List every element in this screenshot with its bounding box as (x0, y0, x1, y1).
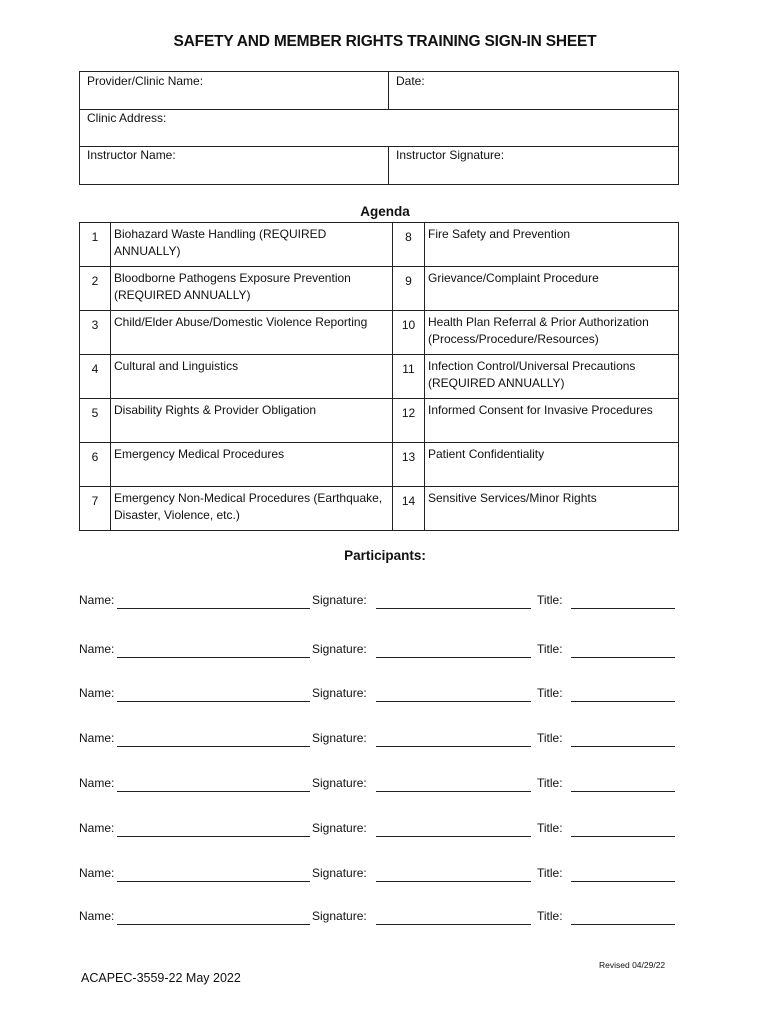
participant-title-label: Title: (537, 731, 563, 745)
participant-title-line[interactable] (571, 836, 675, 837)
participant-name-line[interactable] (117, 924, 310, 925)
participant-title-line[interactable] (571, 608, 675, 609)
agenda-row (80, 399, 679, 443)
participant-name-label: Name: (79, 909, 115, 923)
agenda-item-topic: Sensitive Services/Minor Rights (425, 487, 679, 531)
agenda-item-number: 6 (80, 443, 111, 487)
agenda-item-topic: Biohazard Waste Handling (REQUIRED ANNUALLY) (111, 223, 393, 267)
participant-title-label: Title: (537, 593, 563, 607)
participant-row (79, 593, 679, 613)
participant-name-label: Name: (79, 776, 115, 790)
participant-signature-label: Signature: (312, 866, 367, 880)
participant-row (79, 821, 679, 841)
agenda-row (80, 267, 679, 311)
agenda-item-number: 3 (80, 311, 111, 355)
agenda-item-topic: Child/Elder Abuse/Domestic Violence Reporting (111, 311, 393, 355)
instructor-name-field[interactable] (80, 146, 389, 184)
participant-signature-label: Signature: (312, 642, 367, 656)
agenda-item-number: 2 (80, 267, 111, 311)
form-code: ACAPEC-3559-22 May 2022 (81, 971, 241, 985)
participant-signature-line[interactable] (376, 924, 531, 925)
agenda-item-topic: Infection Control/Universal Precautions (REQUIRED ANNUALLY) (425, 355, 679, 399)
agenda-table (79, 222, 679, 531)
agenda-row (80, 311, 679, 355)
participant-name-label: Name: (79, 731, 115, 745)
agenda-item-topic: Bloodborne Pathogens Exposure Prevention (REQUIRED ANNUALLY) (111, 267, 393, 311)
info-row-instructor (80, 146, 678, 184)
clinic-address-field[interactable] (80, 109, 678, 146)
instructor-signature-field[interactable] (389, 146, 678, 184)
participant-name-label: Name: (79, 686, 115, 700)
page-title: SAFETY AND MEMBER RIGHTS TRAINING SIGN-IN SHEET (173, 33, 597, 50)
participant-signature-label: Signature: (312, 731, 367, 745)
participant-signature-line[interactable] (376, 791, 531, 792)
participant-name-line[interactable] (117, 746, 310, 747)
participant-title-line[interactable] (571, 701, 675, 702)
participant-name-line[interactable] (117, 608, 310, 609)
participant-name-line[interactable] (117, 657, 310, 658)
participant-title-label: Title: (537, 866, 563, 880)
agenda-item-topic: Cultural and Linguistics (111, 355, 393, 399)
agenda-item-number: 1 (80, 223, 111, 267)
instructor-name-label: Instructor Name: (87, 148, 176, 162)
participants-heading: Participants: (344, 548, 426, 563)
agenda-item-topic: Fire Safety and Prevention (425, 223, 679, 267)
participant-row (79, 866, 679, 886)
provider-clinic-name-field[interactable] (80, 72, 389, 109)
revised-date: Revised 04/29/22 (599, 960, 666, 970)
agenda-item-topic: Emergency Medical Procedures (111, 443, 393, 487)
agenda-row (80, 443, 679, 487)
participant-row (79, 642, 679, 662)
agenda-item-number: 10 (393, 311, 425, 355)
participant-name-label: Name: (79, 593, 115, 607)
participant-signature-line[interactable] (376, 701, 531, 702)
agenda-row (80, 223, 679, 267)
agenda-item-topic: Health Plan Referral & Prior Authorization (Process/Procedure/Resources) (425, 311, 679, 355)
instructor-signature-label: Instructor Signature: (396, 148, 505, 162)
agenda-item-topic: Patient Confidentiality (425, 443, 679, 487)
participant-signature-label: Signature: (312, 686, 367, 700)
provider-clinic-name-label: Provider/Clinic Name: (87, 74, 204, 88)
participant-signature-label: Signature: (312, 909, 367, 923)
participant-name-line[interactable] (117, 791, 310, 792)
participant-title-label: Title: (537, 686, 563, 700)
header-info-table (79, 71, 679, 185)
info-row-address (80, 109, 678, 147)
agenda-item-number: 7 (80, 487, 111, 531)
participant-signature-label: Signature: (312, 821, 367, 835)
participant-signature-line[interactable] (376, 746, 531, 747)
agenda-row (80, 355, 679, 399)
agenda-row (80, 487, 679, 531)
date-field[interactable] (389, 72, 678, 109)
participant-title-label: Title: (537, 909, 563, 923)
agenda-item-topic: Disability Rights & Provider Obligation (111, 399, 393, 443)
agenda-item-number: 14 (393, 487, 425, 531)
participant-name-line[interactable] (117, 836, 310, 837)
agenda-heading: Agenda (360, 204, 410, 219)
agenda-item-number: 12 (393, 399, 425, 443)
participant-title-label: Title: (537, 642, 563, 656)
participant-name-line[interactable] (117, 881, 310, 882)
clinic-address-label: Clinic Address: (87, 111, 167, 125)
participant-row (79, 776, 679, 796)
date-label: Date: (396, 74, 425, 88)
participant-title-label: Title: (537, 821, 563, 835)
participant-title-line[interactable] (571, 746, 675, 747)
agenda-item-topic: Informed Consent for Invasive Procedures (425, 399, 679, 443)
agenda-item-number: 8 (393, 223, 425, 267)
participant-signature-line[interactable] (376, 881, 531, 882)
participant-signature-label: Signature: (312, 776, 367, 790)
agenda-item-number: 4 (80, 355, 111, 399)
participant-title-line[interactable] (571, 881, 675, 882)
participant-signature-line[interactable] (376, 836, 531, 837)
agenda-item-number: 13 (393, 443, 425, 487)
participant-title-label: Title: (537, 776, 563, 790)
info-row-provider (80, 72, 678, 110)
participant-title-line[interactable] (571, 657, 675, 658)
participant-signature-line[interactable] (376, 657, 531, 658)
participant-title-line[interactable] (571, 924, 675, 925)
participant-name-label: Name: (79, 642, 115, 656)
participant-title-line[interactable] (571, 791, 675, 792)
participant-signature-label: Signature: (312, 593, 367, 607)
participant-name-label: Name: (79, 866, 115, 880)
agenda-item-topic: Grievance/Complaint Procedure (425, 267, 679, 311)
agenda-item-number: 11 (393, 355, 425, 399)
participant-row (79, 909, 679, 929)
agenda-item-number: 5 (80, 399, 111, 443)
agenda-item-number: 9 (393, 267, 425, 311)
participant-row (79, 731, 679, 751)
participant-signature-line[interactable] (376, 608, 531, 609)
agenda-item-topic: Emergency Non-Medical Procedures (Earthquake, Disaster, Violence, etc.) (111, 487, 393, 531)
participant-name-line[interactable] (117, 701, 310, 702)
participant-row (79, 686, 679, 706)
participant-name-label: Name: (79, 821, 115, 835)
